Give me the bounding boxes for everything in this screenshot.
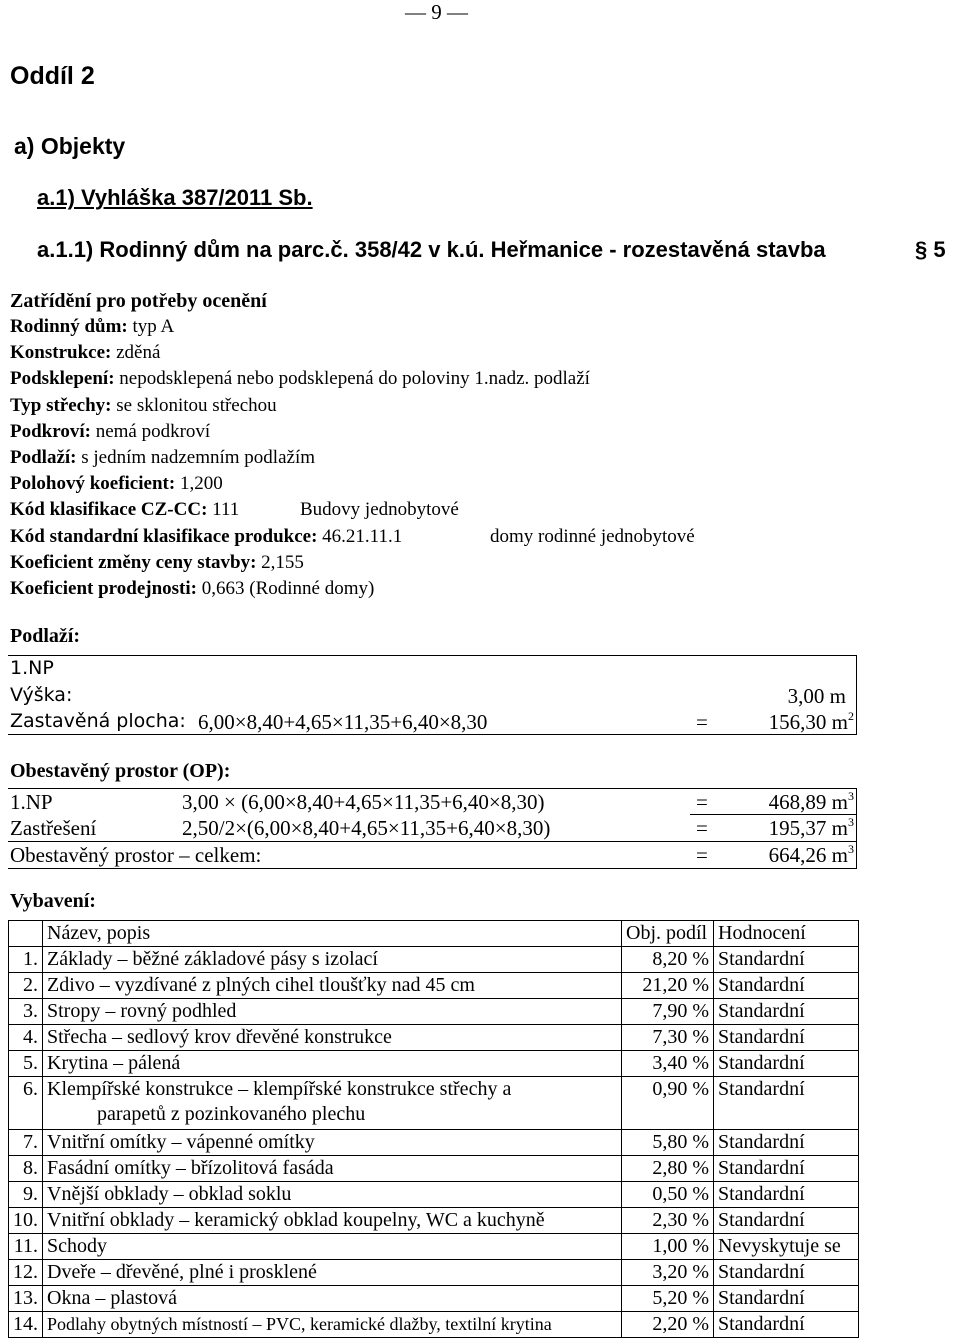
row-number: 5. [9,1051,43,1077]
row-description: Základy – běžné základové pásy s izolací [43,947,622,973]
row-number: 9. [9,1182,43,1208]
table-row [9,1156,859,1182]
equipment-header-row [9,921,859,947]
section-title: Oddíl 2 [10,62,95,90]
building-heading: a.1.1) Rodinný dům na parc.č. 358/42 v k.ú. Heřmanice - rozestavěná stavba [37,237,826,262]
row-description: Vnitřní obklady – keramický obklad koupelny, WC a kuchyně [43,1208,622,1234]
volume-row-equals: = [696,816,708,840]
row-rating: Standardní [714,1182,859,1208]
row-description: Zdivo – vyzdívané z plných cihel tloušťky nad 45 cm [43,973,622,999]
classification-label: Konstrukce: [10,342,112,364]
row-description [43,1077,622,1130]
volume-total-label: Obestavěný prostor – celkem: [10,843,262,867]
area-equals: = [696,710,708,734]
row-rating: Standardní [714,1156,859,1182]
row-description: Okna – plastová [43,1286,622,1312]
row-share: 8,20 % [622,947,714,973]
row-rating: Standardní [714,1077,859,1130]
row-share: 2,30 % [622,1208,714,1234]
floors-title: Podlaží: [10,625,80,647]
regulation-heading: a.1) Vyhláška 387/2011 Sb. [37,185,313,210]
building-heading-row [37,237,946,263]
classification-value: 1,200 [179,473,223,495]
row-share: 5,80 % [622,1130,714,1156]
row-share: 0,90 % [622,1077,714,1130]
volume-title: Obestavěný prostor (OP): [10,760,231,782]
volume-row-formula: 2,50/2×(6,00×8,40+4,65×11,35+6,40×8,30) [182,816,551,840]
row-number: 2. [9,973,43,999]
floor-name: 1.NP [10,657,54,679]
row-share: 2,80 % [622,1156,714,1182]
row-number: 3. [9,999,43,1025]
classification-item [10,552,304,574]
classification-item [10,368,590,390]
row-number: 7. [9,1130,43,1156]
classification-value: 111 [212,499,240,521]
row-rating: Standardní [714,1130,859,1156]
row-share: 2,20 % [622,1312,714,1338]
row-description-line: parapetů z pozinkovaného plechu [97,1103,366,1125]
classification-item [10,578,374,600]
area-formula: 6,00×8,40+4,65×11,35+6,40×8,30 [198,710,488,734]
row-number: 6. [9,1077,43,1130]
row-share: 1,00 % [622,1234,714,1260]
row-description: Schody [43,1234,622,1260]
height-value: 3,00 m [787,684,846,708]
height-label: Výška: [10,684,73,706]
header-rating: Hodnocení [714,921,859,947]
classification-value: nemá podkroví [95,420,211,442]
volume-row-formula: 3,00 × (6,00×8,40+4,65×11,35+6,40×8,30) [182,790,545,814]
row-number: 14. [9,1312,43,1338]
paragraph-mark: § 5 [915,237,946,262]
table-row [9,1182,859,1208]
area-label: Zastavěná plocha: [10,710,186,732]
row-rating: Standardní [714,1260,859,1286]
classification-value: 0,663 (Rodinné domy) [201,578,375,599]
table-row [9,973,859,999]
table-row [9,999,859,1025]
row-share: 3,40 % [622,1051,714,1077]
classification-label: Podsklepení: [10,368,115,390]
equipment-title: Vybavení: [10,890,96,912]
row-description: Stropy – rovný podhled [43,999,622,1025]
classification-item [10,395,277,417]
row-description: Dveře – dřevěné, plné i prosklené [43,1260,622,1286]
row-number: 13. [9,1286,43,1312]
classification-label: Polohový koeficient: [10,473,176,495]
classification-value: zděná [116,342,161,364]
row-share: 5,20 % [622,1286,714,1312]
row-rating: Standardní [714,1025,859,1051]
row-description: Střecha – sedlový krov dřevěné konstrukce [43,1025,622,1051]
row-rating: Nevyskytuje se [714,1234,859,1260]
table-row [9,1312,859,1338]
area-value: 156,30 $m^2$ [768,709,854,734]
classification-title: Zatřídění pro potřeby ocenění [10,290,267,312]
classification-item [10,473,223,495]
classification-label: Rodinný dům: [10,316,128,337]
classification-label: Kód klasifikace CZ-CC: [10,499,208,521]
row-description-line: Klempířské konstrukce – klempířské konstrukce střechy a [47,1078,512,1100]
row-rating: Standardní [714,1312,859,1338]
volume-box [8,788,857,869]
row-share: 0,50 % [622,1182,714,1208]
volume-row-equals: = [696,790,708,814]
page-number: — 9 — [405,0,468,24]
volume-row-value: 468,89 $m^3$ [768,789,854,814]
row-rating: Standardní [714,999,859,1025]
classification-label: Kód standardní klasifikace produkce: [10,525,318,547]
table-row [9,1077,859,1130]
row-share: 7,30 % [622,1025,714,1051]
row-number: 10. [9,1208,43,1234]
row-share: 7,90 % [622,999,714,1025]
table-row [9,1260,859,1286]
header-share: Obj. podíl [622,921,714,947]
classification-value: s jedním nadzemním podlažím [81,447,316,468]
classification-value: 2,155 [261,551,304,573]
equipment-table [8,920,859,1338]
classification-item [10,447,315,469]
row-share: 3,20 % [622,1260,714,1286]
table-row [9,1208,859,1234]
classification-label: Koeficient prodejnosti: [10,578,197,599]
volume-total-equals: = [696,843,708,867]
row-rating: Standardní [714,973,859,999]
classification-value: typ A [132,316,175,337]
classification-item [10,526,402,548]
objects-heading: a) Objekty [14,133,126,159]
classification-item [10,421,210,443]
row-description: Vnitřní omítky – vápenné omítky [43,1130,622,1156]
row-number: 8. [9,1156,43,1182]
row-description: Fasádní omítky – břízolitová fasáda [43,1156,622,1182]
classification-item [10,499,239,521]
row-rating: Standardní [714,1208,859,1234]
table-row [9,1051,859,1077]
row-number: 1. [9,947,43,973]
classification-description: Budovy jednobytové [300,499,459,521]
classification-description: domy rodinné jednobytové [490,525,695,547]
table-row [9,947,859,973]
volume-row-value: 195,37 $m^3$ [768,815,854,840]
classification-label: Podlaží: [10,447,77,468]
table-row [9,1130,859,1156]
classification-label: Koeficient změny ceny stavby: [10,551,257,573]
volume-row-name: Zastřešení [10,816,97,840]
classification-label: Podkroví: [10,420,91,442]
classification-item [10,342,160,364]
classification-value: 46.21.11.1 [322,525,403,547]
row-description: Vnější obklady – obklad soklu [43,1182,622,1208]
row-rating: Standardní [714,1286,859,1312]
table-row [9,1234,859,1260]
classification-label: Typ střechy: [10,394,112,416]
row-description: Krytina – pálená [43,1051,622,1077]
floors-box [8,655,857,735]
classification-value: se sklonitou střechou [116,394,277,416]
row-number: 4. [9,1025,43,1051]
classification-item [10,316,174,338]
table-row [9,1286,859,1312]
classification-value: nepodsklepená nebo podsklepená do poloviny 1.nadz. podlaží [119,368,590,390]
row-share: 21,20 % [622,973,714,999]
volume-total-value: 664,26 $m^3$ [768,842,854,867]
row-number: 12. [9,1260,43,1286]
header-name: Název, popis [43,921,622,947]
table-row [9,1025,859,1051]
row-description: Podlahy obytných místností – PVC, keramické dlažby, textilní krytina [43,1312,622,1338]
volume-row-name: 1.NP [10,790,53,814]
row-rating: Standardní [714,1051,859,1077]
row-rating: Standardní [714,947,859,973]
row-number: 11. [9,1234,43,1260]
